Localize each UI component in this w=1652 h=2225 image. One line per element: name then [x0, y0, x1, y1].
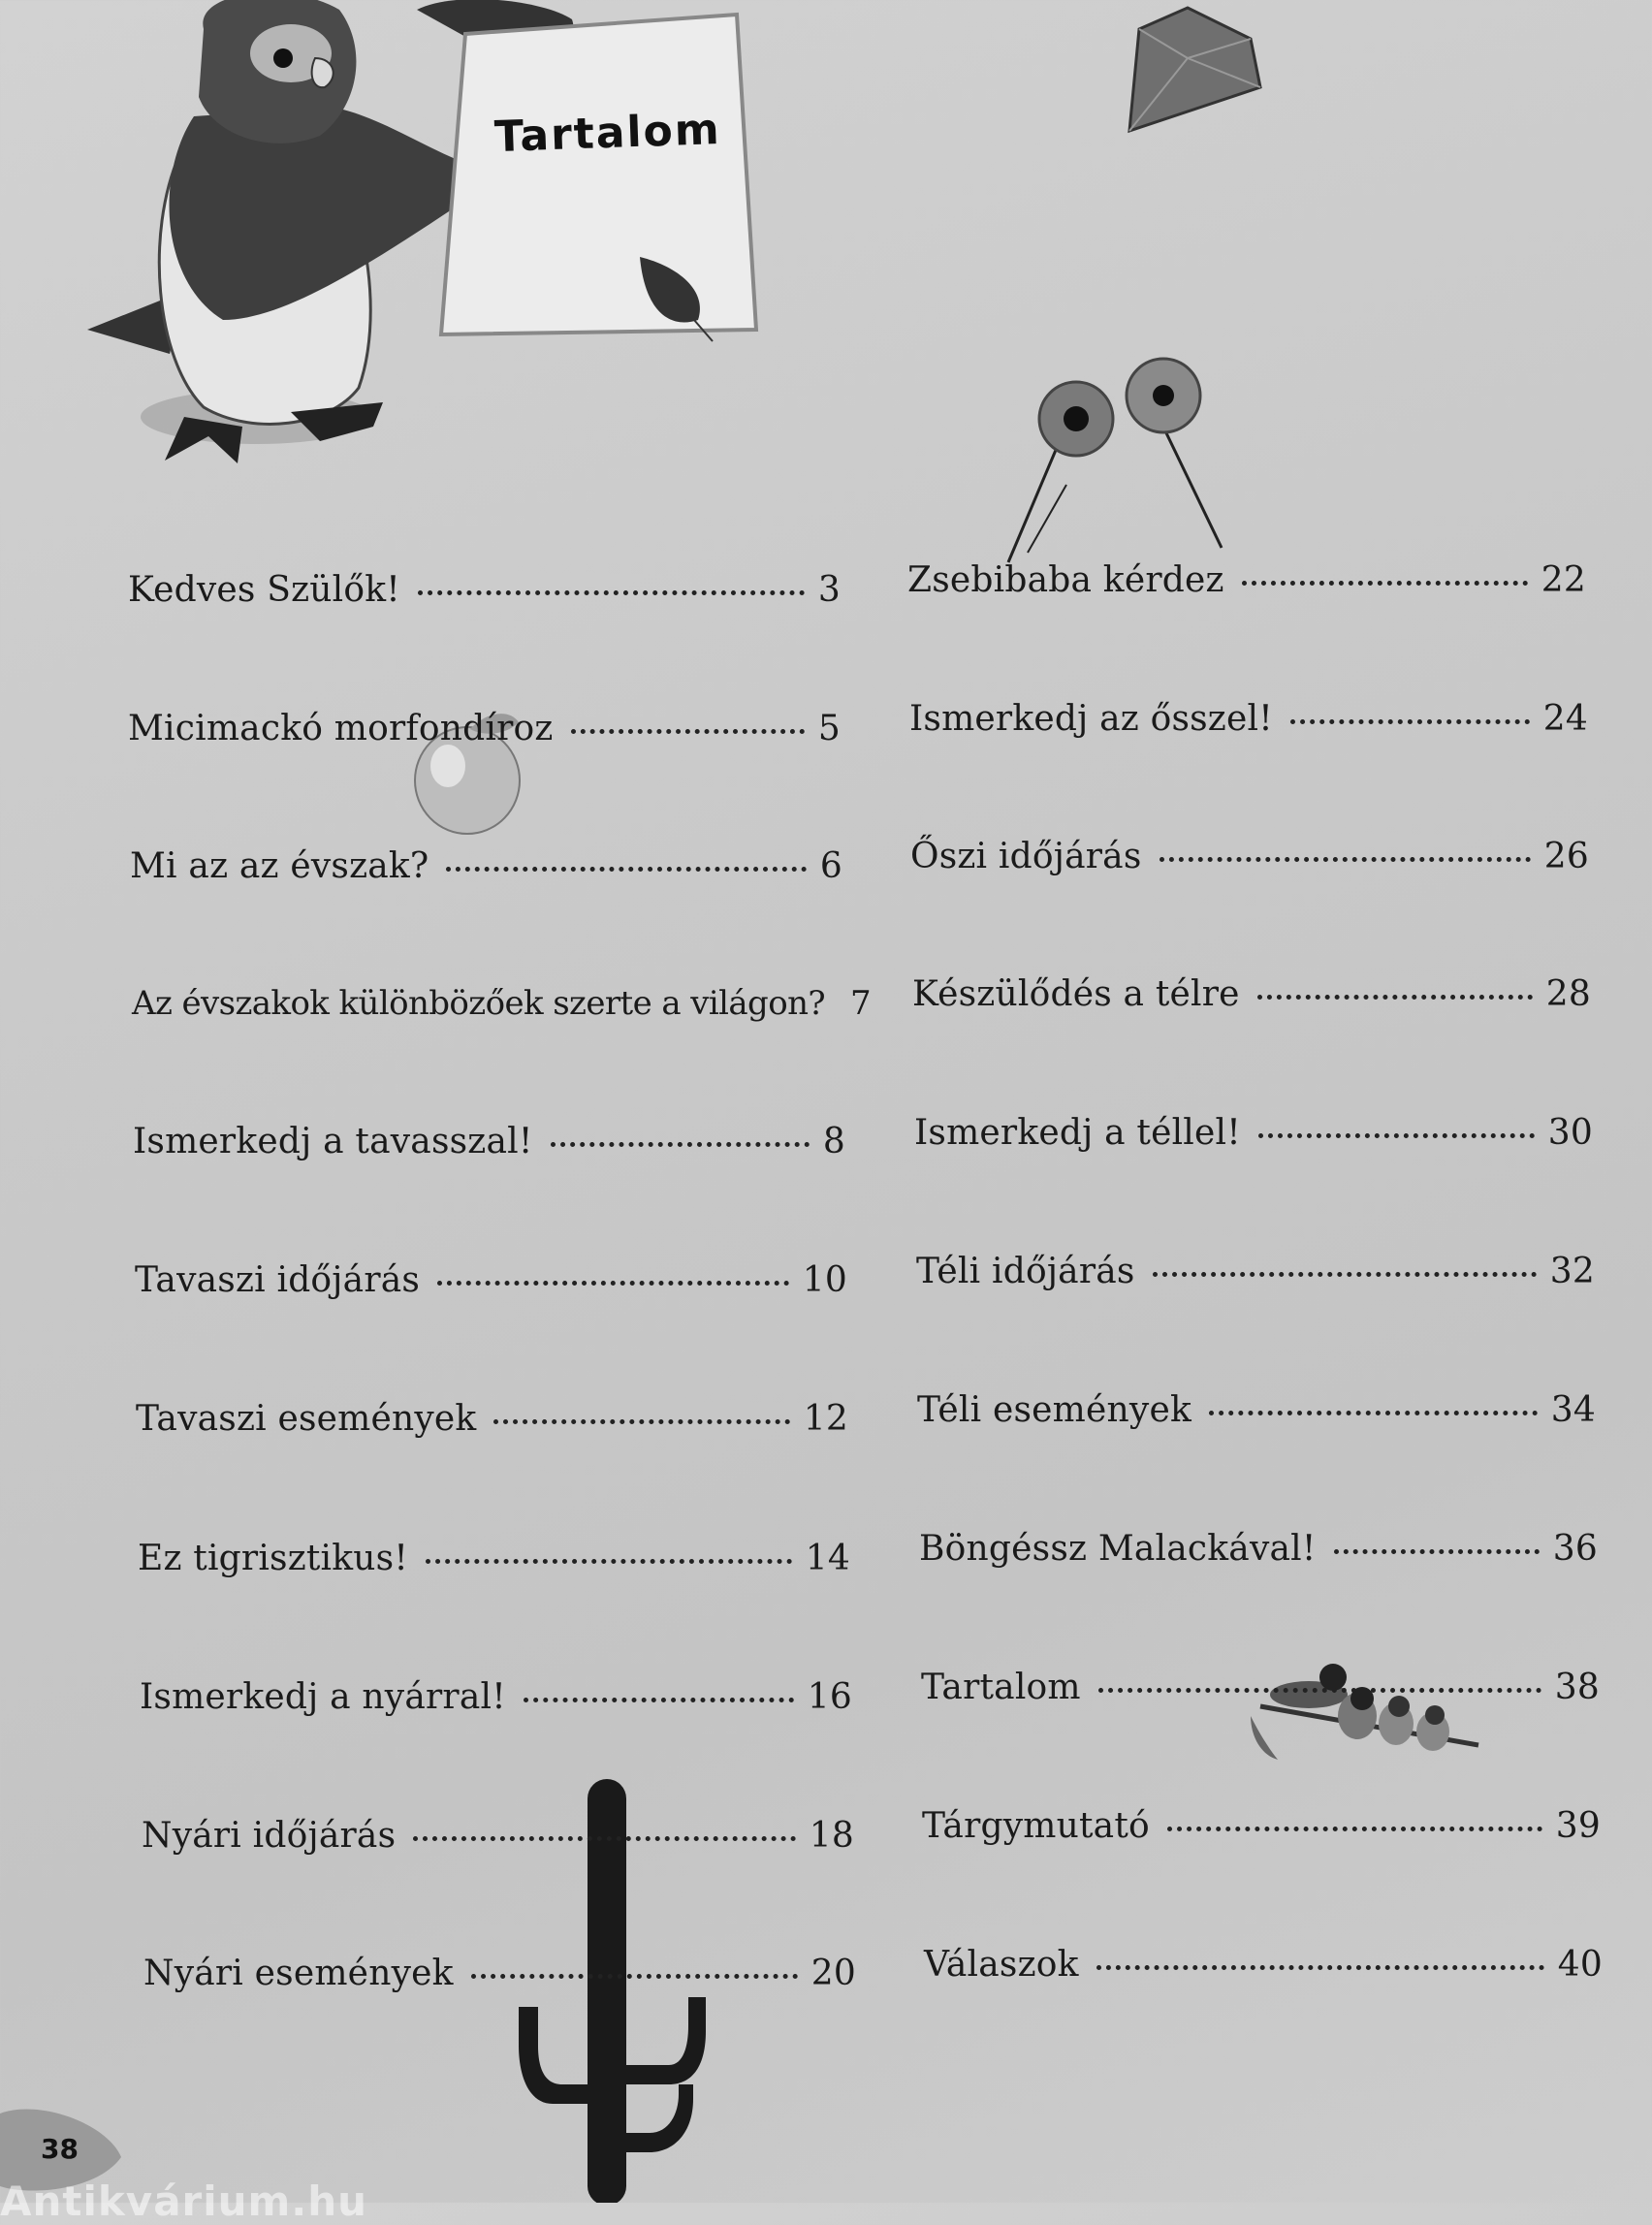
leader-dots: [446, 867, 806, 872]
toc-entry-title: Nyári események: [143, 1954, 454, 1993]
toc-entry[interactable]: [138, 1539, 850, 1578]
toc-entry[interactable]: [128, 709, 841, 748]
toc-entry[interactable]: [919, 1529, 1598, 1569]
toc-entry-title: Tavaszi események: [136, 1399, 477, 1439]
leader-dots: [1096, 1965, 1544, 1970]
leader-dots: [1167, 1827, 1542, 1831]
toc-entry[interactable]: [924, 1945, 1603, 1985]
toc-entry-title: Tartalom: [921, 1668, 1081, 1707]
toc-entry-title: Téli időjárás: [916, 1252, 1135, 1291]
toc-entry-page: 22: [1541, 560, 1586, 600]
toc-entry[interactable]: [130, 846, 842, 886]
toc-entry[interactable]: [909, 699, 1588, 739]
toc-entry-title: Készülődés a télre: [912, 974, 1240, 1014]
leader-dots: [426, 1559, 792, 1564]
toc-entry[interactable]: [133, 1122, 845, 1161]
toc-entry[interactable]: [135, 1260, 847, 1300]
toc-entry-title: Őszi időjárás: [910, 837, 1142, 876]
leader-dots: [413, 1836, 796, 1841]
toc-entry-page: 6: [819, 846, 842, 886]
toc-entry-page: 5: [817, 709, 841, 748]
leader-dots: [418, 590, 805, 595]
toc-entry-title: Kedves Szülők!: [128, 570, 400, 610]
sign-title: Tartalom: [493, 104, 722, 163]
leader-dots: [1153, 1272, 1537, 1277]
leader-dots: [524, 1698, 794, 1702]
toc-entry[interactable]: [136, 1399, 848, 1439]
toc-entry-page: 14: [805, 1539, 850, 1578]
toc-entry[interactable]: [140, 1677, 852, 1717]
toc-entry[interactable]: [916, 1252, 1595, 1291]
flowers-illustration: [1008, 359, 1222, 562]
toc-entry-page: 12: [803, 1399, 848, 1439]
toc-entry-title: Válaszok: [924, 1945, 1079, 1985]
toc-entry-page: 20: [810, 1954, 856, 1993]
toc-entry[interactable]: [907, 560, 1586, 600]
toc-entry-page: 40: [1557, 1945, 1603, 1985]
toc-entry[interactable]: [917, 1390, 1596, 1430]
toc-entry[interactable]: [910, 837, 1589, 876]
page-number: 38: [41, 2133, 79, 2165]
toc-entry-page: 28: [1545, 974, 1591, 1014]
toc-entry-page: 16: [807, 1677, 852, 1717]
watermark: Antikvárium.hu: [0, 2177, 368, 2225]
toc-entry-page: 38: [1554, 1668, 1600, 1707]
toc-entry-title: Böngéssz Malackával!: [919, 1529, 1317, 1569]
leader-dots: [471, 1974, 798, 1979]
toc-entry-page: 30: [1547, 1113, 1593, 1153]
toc-entry-page: 3: [817, 570, 841, 610]
leader-dots: [1098, 1688, 1541, 1693]
toc-entry[interactable]: [128, 570, 841, 610]
toc-entry-title: Mi az az évszak?: [130, 846, 429, 886]
toc-entry-title: Ismerkedj a tavasszal!: [133, 1122, 533, 1161]
leader-dots: [493, 1419, 789, 1424]
toc-entry-page: 39: [1555, 1806, 1601, 1846]
leader-dots: [1242, 581, 1528, 586]
toc-entry-title: Nyári időjárás: [142, 1816, 397, 1856]
toc-entry-title: Tavaszi időjárás: [135, 1260, 421, 1300]
toc-entry-page: 26: [1543, 837, 1589, 876]
leader-dots: [571, 729, 805, 734]
toc-entry-page: 36: [1552, 1529, 1598, 1569]
toc-entry-page: 10: [802, 1260, 847, 1300]
toc-entry[interactable]: [132, 984, 872, 1023]
leader-dots: [551, 1142, 810, 1147]
toc-entry[interactable]: [921, 1668, 1600, 1707]
toc-entry-title: Az évszakok különbözőek szerte a világon?: [132, 984, 825, 1023]
toc-entry-page: 34: [1550, 1390, 1596, 1430]
toc-entry[interactable]: [922, 1806, 1601, 1846]
toc-entry-page: 7: [850, 984, 872, 1023]
toc-entry-title: Ismerkedj a téllel!: [914, 1113, 1241, 1153]
toc-entry-page: 18: [809, 1816, 854, 1856]
leader-dots: [1257, 995, 1533, 1000]
toc-entry-page: 24: [1542, 699, 1588, 739]
toc-entry[interactable]: [914, 1113, 1593, 1153]
toc-entry-page: 8: [822, 1122, 845, 1161]
toc-entry-title: Zsebibaba kérdez: [907, 560, 1224, 600]
toc-entry-title: Ez tigrisztikus!: [138, 1539, 409, 1578]
leader-dots: [1160, 857, 1531, 862]
leader-dots: [1334, 1549, 1540, 1554]
leader-dots: [1290, 719, 1530, 724]
toc-entry[interactable]: [142, 1816, 854, 1856]
toc-entry[interactable]: [912, 974, 1591, 1014]
leader-dots: [1209, 1411, 1538, 1415]
toc-entry-title: Tárgymutató: [922, 1806, 1150, 1846]
toc-entry-title: Micimackó morfondíroz: [128, 709, 554, 748]
leader-dots: [1258, 1133, 1535, 1138]
toc-entry-title: Ismerkedj a nyárral!: [140, 1677, 506, 1717]
gem-illustration: [1129, 8, 1260, 131]
toc-entry[interactable]: [143, 1954, 856, 1993]
sign-paper: [441, 15, 756, 341]
toc-entry-title: Ismerkedj az ősszel!: [909, 699, 1273, 739]
leader-dots: [437, 1281, 789, 1286]
toc-entry-page: 32: [1549, 1252, 1595, 1291]
toc-entry-title: Téli események: [917, 1390, 1191, 1430]
